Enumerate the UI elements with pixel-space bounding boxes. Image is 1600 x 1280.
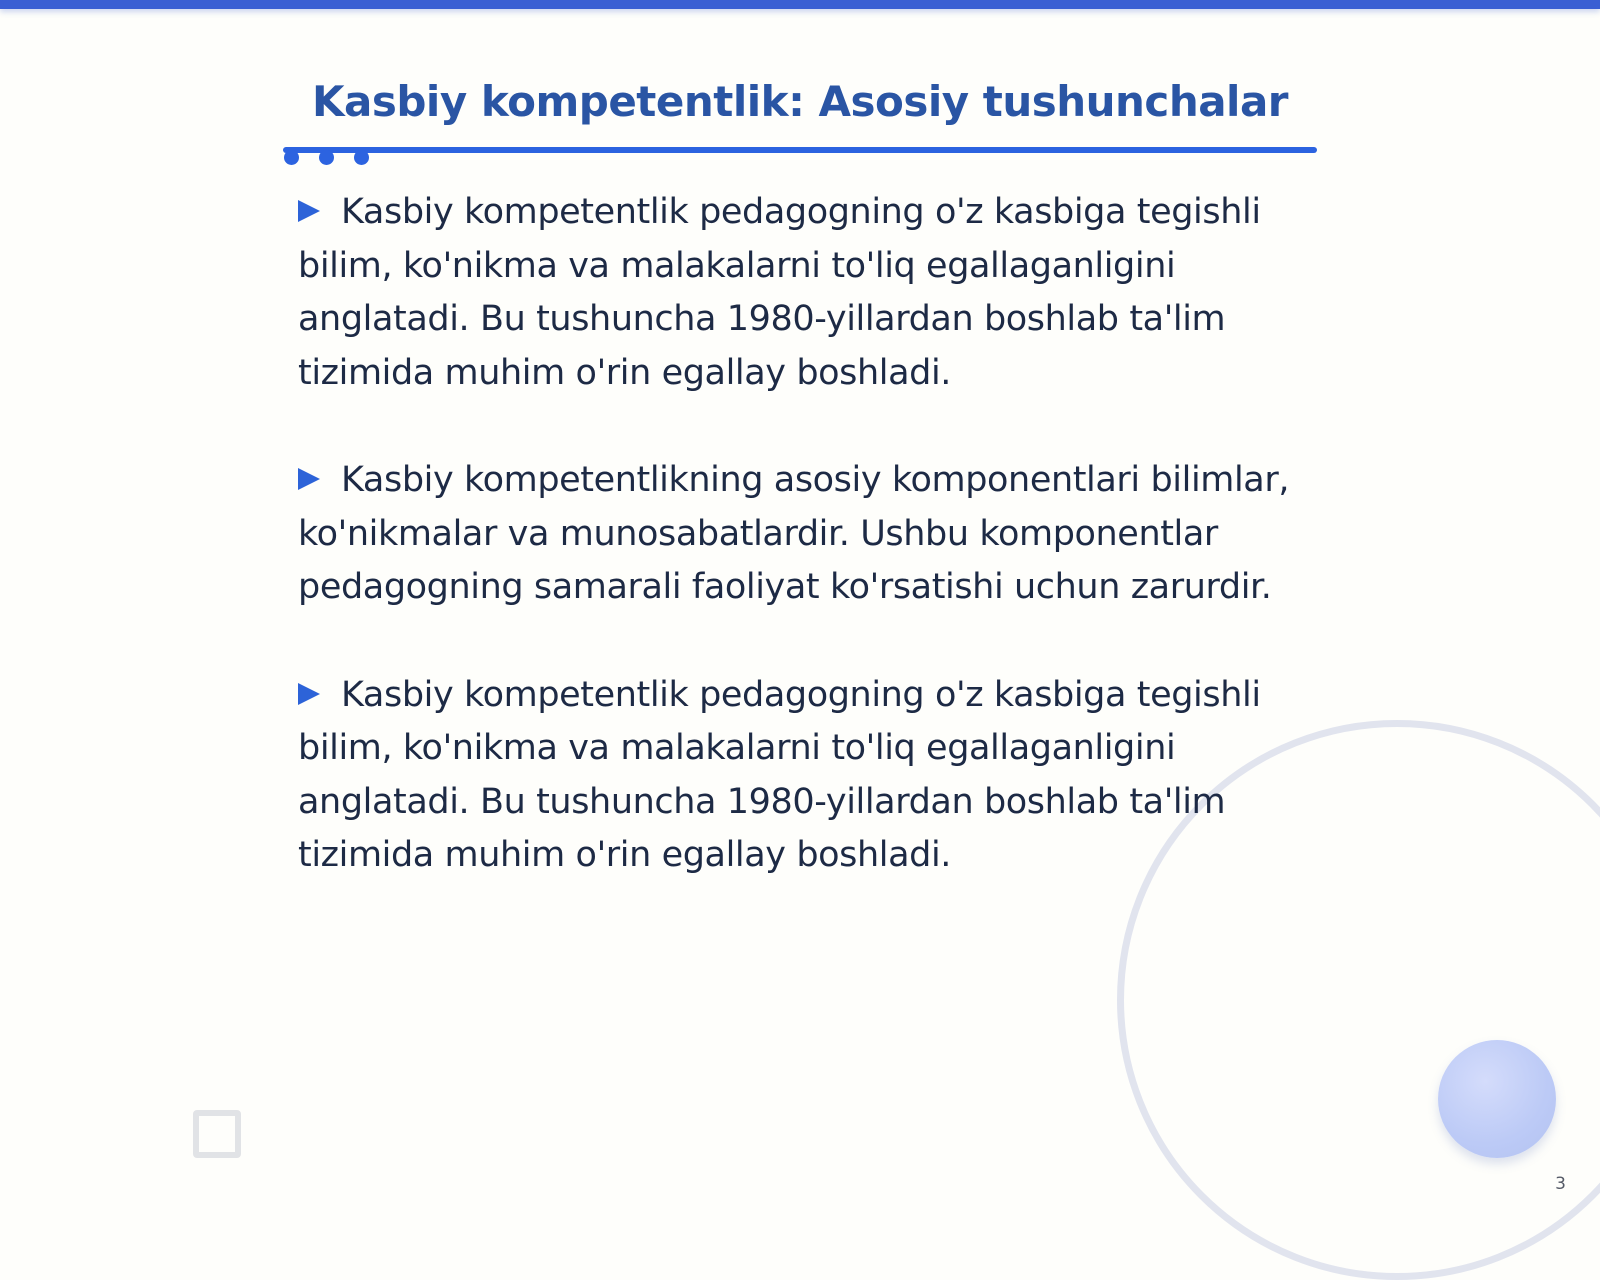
bullet-text: Kasbiy kompetentlikning asosiy komponentlari bilimlar, ko'nikmalar va munosabatlardir. Ushbu komponentlar pedagogning samarali faoliyat ko'rsatishi uchun zarurdir. — [298, 460, 1290, 607]
decorative-square — [193, 1110, 241, 1158]
bullet-text: Kasbiy kompetentlik pedagogning o'z kasbiga tegishli bilim, ko'nikma va malakalarni to'liq egallaganligini anglatadi. Bu tushuncha 1980-yillardan boshlab ta'lim tizimida muhim o'rin egallay boshladi. — [298, 192, 1261, 393]
title-dot-1 — [284, 150, 299, 165]
title-dot-2 — [319, 150, 334, 165]
title-dot-3 — [354, 150, 369, 165]
triangle-right-icon — [298, 200, 320, 222]
triangle-right-icon — [298, 683, 320, 705]
slide-title: Kasbiy kompetentlik: Asosiy tushunchalar — [311, 77, 1289, 126]
top-accent-bar — [0, 0, 1600, 9]
title-underline — [283, 147, 1317, 153]
decorative-circle — [1438, 1040, 1556, 1158]
bullet-item — [298, 454, 1328, 615]
triangle-right-icon — [298, 468, 320, 490]
bullet-item — [298, 186, 1328, 400]
bullet-text: Kasbiy kompetentlik pedagogning o'z kasbiga tegishli bilim, ko'nikma va malakalarni to'liq egallaganligini anglatadi. Bu tushuncha 1980-yillardan boshlab ta'lim tizimida muhim o'rin egallay boshladi. — [298, 674, 1261, 875]
bullet-item — [298, 669, 1328, 883]
page-number: 3 — [1555, 1174, 1566, 1194]
bullet-list — [298, 186, 1328, 937]
